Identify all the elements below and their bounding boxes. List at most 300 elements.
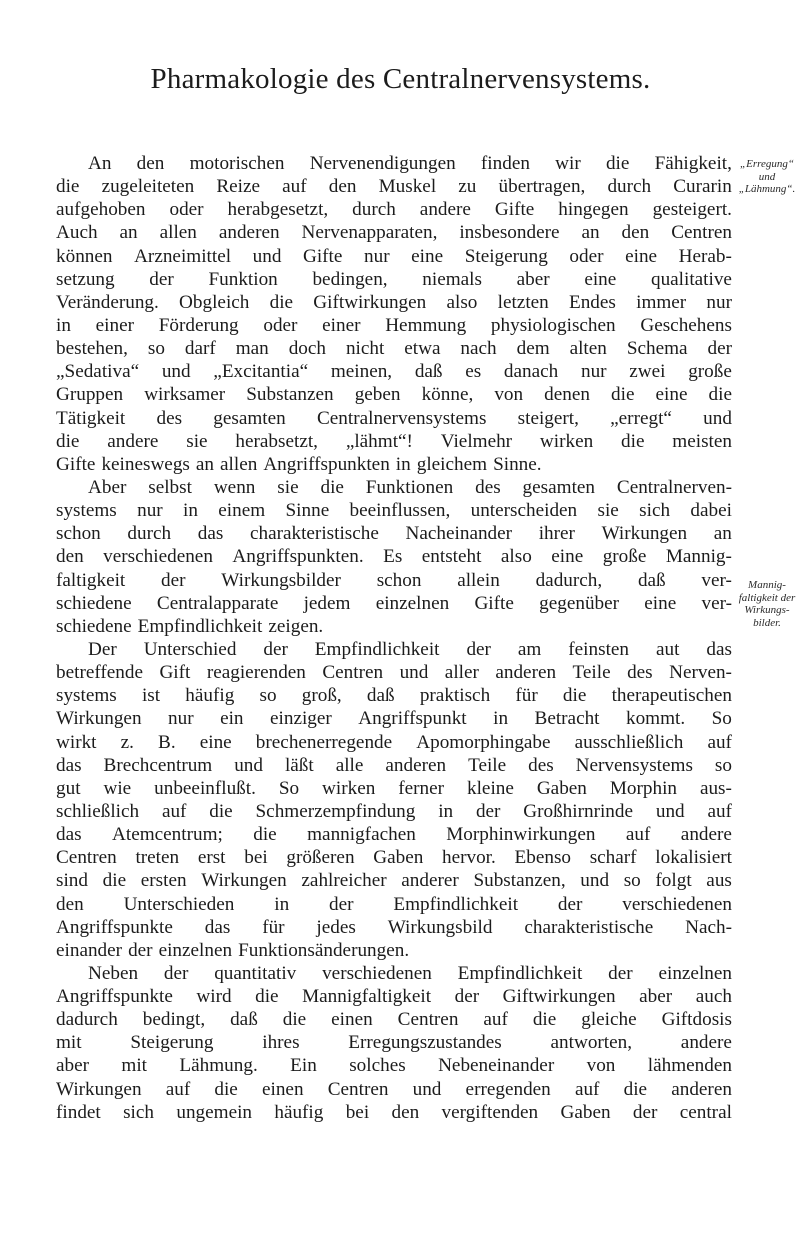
text-line [56, 985, 732, 1008]
word: charakteristische [524, 916, 654, 938]
word: aut [655, 638, 680, 660]
word: der [149, 268, 174, 290]
word: der [263, 638, 288, 660]
margin-note-line: faltigkeit der [738, 591, 796, 604]
word: Empfindlichkeit [314, 638, 440, 660]
word: jedem [303, 592, 351, 614]
word: Empfindlichkeit [393, 893, 519, 915]
word: anderen [495, 662, 557, 684]
word: die [623, 1078, 648, 1100]
text-line [56, 1031, 732, 1054]
word: nur [137, 500, 163, 522]
word: betreffende [56, 662, 143, 684]
word: einziger [270, 708, 332, 730]
text-line [56, 800, 732, 823]
text-line [56, 569, 732, 592]
word: gleichem [416, 453, 488, 475]
word: könne, [421, 384, 474, 406]
word: Gaben [560, 1101, 611, 1123]
word: ungemein [176, 1101, 253, 1123]
text-line [56, 869, 732, 892]
word: allein [457, 569, 500, 591]
word: an [713, 523, 732, 545]
text-line [56, 661, 732, 684]
word: in [56, 314, 71, 336]
word: Tätigkeit [56, 407, 126, 429]
word: die [56, 430, 80, 452]
word: so [623, 870, 641, 892]
word: ausschließlich [574, 731, 684, 753]
word: eine [644, 592, 677, 614]
word: Morphinwirkungen [446, 824, 596, 846]
word: gleiche [581, 1009, 637, 1031]
word: daß [637, 569, 666, 591]
word: niemals [422, 268, 482, 290]
word: eine [199, 731, 232, 753]
text-line [56, 175, 732, 198]
text-line [56, 638, 732, 661]
word: der [329, 893, 354, 915]
word: denen [544, 384, 590, 406]
word: Fähigkeit, [654, 153, 732, 174]
word: Gaben [536, 777, 587, 799]
word: therapeutischen [611, 685, 732, 707]
word: Gifte [56, 453, 96, 475]
word: Angriffspunkten. [232, 546, 364, 568]
word: des [528, 754, 554, 776]
word: letzten [497, 291, 549, 313]
word: einander [56, 939, 123, 961]
word: Giftdosis [661, 1009, 732, 1031]
word: Wirkungen [601, 523, 688, 545]
word: die [282, 1009, 307, 1031]
word: aus- [699, 777, 732, 799]
word: große [688, 361, 732, 383]
word: auf [707, 800, 732, 822]
word: meinen, [330, 361, 393, 383]
word: die [255, 986, 279, 1008]
word: darf [184, 338, 216, 360]
word: Förderung [158, 314, 239, 336]
word: Centren [397, 1009, 459, 1031]
word: Großhirnrinde [523, 800, 634, 822]
word: lähmenden [647, 1055, 732, 1077]
word: eine [584, 268, 617, 290]
word: für [262, 916, 285, 938]
word: die [214, 1078, 238, 1100]
word: anderen [671, 1078, 732, 1100]
word: Centren [327, 1078, 389, 1100]
word: Der [88, 638, 117, 660]
word: antworten, [550, 1032, 633, 1054]
word: Wirkungen [201, 870, 287, 892]
word: einzelnen [658, 962, 732, 984]
word: zwei [629, 361, 666, 383]
word: auf [625, 824, 651, 846]
word: nur [706, 291, 732, 313]
word: setzung [56, 268, 115, 290]
word: so [259, 685, 277, 707]
word: systems [56, 685, 117, 707]
word: „erregt“ [610, 407, 672, 429]
word: einer [95, 314, 134, 336]
word: erregenden [465, 1078, 551, 1100]
page-title: Pharmakologie des Centralnervensystems. [150, 63, 651, 95]
word: lokalisiert [655, 847, 732, 869]
word: geben [354, 384, 401, 406]
word: Substanzen, [473, 870, 566, 892]
word: Es [383, 546, 403, 568]
word: wirksamer [144, 384, 226, 406]
word: central [679, 1101, 732, 1123]
word: Betracht [534, 708, 600, 730]
word: wirken [539, 430, 594, 452]
word: können [56, 245, 113, 267]
word: schon [376, 569, 422, 591]
word: die [209, 800, 233, 822]
text-line [56, 893, 732, 916]
word: also [446, 291, 478, 313]
word: erst [197, 847, 226, 869]
text-line [56, 407, 732, 430]
word: steigert, [517, 407, 579, 429]
text-line [56, 684, 732, 707]
text-line [56, 823, 732, 846]
word: den [56, 546, 84, 568]
word: wird [196, 986, 232, 1008]
word: es [465, 361, 482, 383]
word: in [395, 453, 411, 475]
word: „lähmt“! [345, 430, 413, 452]
word: Curarin [673, 176, 732, 198]
word: eine [551, 546, 584, 568]
word: Auch [56, 222, 98, 244]
word: Gifte [474, 592, 514, 614]
word: Mannig- [665, 546, 732, 568]
text-line [56, 268, 732, 291]
word: durch [352, 199, 396, 221]
word: Reize [216, 176, 261, 198]
word: allen [159, 222, 197, 244]
word: und [655, 800, 685, 822]
word: das [197, 523, 224, 545]
text-line [56, 707, 732, 730]
word: oder [263, 314, 298, 336]
word: das [56, 824, 82, 846]
word: auf [282, 176, 307, 198]
word: Nebeneinander [438, 1055, 555, 1077]
word: feinsten [568, 638, 630, 660]
word: Morphin [609, 777, 677, 799]
word: eine [625, 245, 658, 267]
word: beeinflussen, [349, 500, 451, 522]
word: mit [56, 1032, 82, 1054]
word: systems [56, 500, 117, 522]
word: andere [680, 1032, 732, 1054]
word: schließlich [56, 800, 140, 822]
word: finden [480, 153, 530, 174]
word: den [391, 1101, 420, 1123]
word: Teile [572, 662, 611, 684]
word: anderer [401, 870, 459, 892]
text-line [56, 198, 732, 221]
text-line [56, 846, 732, 869]
margin-note-mannigfaltigkeit [734, 579, 800, 629]
word: aller [444, 662, 479, 684]
text-line [56, 152, 732, 175]
word: faltigkeit [56, 569, 126, 591]
word: sie [277, 476, 299, 498]
word: die [621, 430, 645, 452]
margin-note-erregung-laehmung [734, 158, 800, 196]
word: hingegen [558, 199, 629, 221]
word: die [253, 824, 277, 846]
word: auf [483, 1009, 508, 1031]
word: Gifte [494, 199, 535, 221]
word: bei [345, 1101, 370, 1123]
word: verschiedenen [322, 962, 432, 984]
word: die [708, 384, 732, 406]
word: einen [331, 1009, 373, 1031]
word: der [608, 962, 633, 984]
word: Nervenapparaten, [301, 222, 438, 244]
word: der [466, 638, 491, 660]
word: ist [141, 685, 161, 707]
word: jedes [316, 916, 356, 938]
word: in [493, 708, 509, 730]
text-line [56, 754, 732, 777]
word: so [714, 754, 732, 776]
word: Gruppen [56, 384, 124, 406]
word: Muskel [378, 176, 437, 198]
text-line [56, 453, 732, 476]
word: der [557, 893, 583, 915]
word: Wirkungen [56, 1078, 142, 1100]
text-line [56, 777, 732, 800]
word: bei [244, 847, 268, 869]
word: zu [458, 176, 477, 198]
word: mit [121, 1055, 148, 1077]
word: Teile [468, 754, 507, 776]
text-line [56, 962, 732, 985]
word: und [703, 407, 732, 429]
word: zeigen. [268, 615, 324, 637]
word: findet [56, 1101, 101, 1123]
word: wirken [322, 777, 376, 799]
word: Funktionsänderungen. [238, 939, 410, 961]
word: ihres [262, 1032, 300, 1054]
text-line [56, 592, 732, 615]
word: Wirkungsbilder [221, 569, 341, 591]
word: herabsetzt, [235, 430, 318, 452]
word: und [252, 245, 282, 267]
word: nach [460, 338, 497, 360]
word: Nervenendigungen [309, 153, 456, 174]
word: eine [411, 245, 444, 267]
word: ein [220, 708, 244, 730]
word: verschiedenen [622, 893, 732, 915]
word: aber [639, 986, 673, 1008]
word: so [147, 338, 165, 360]
word: physiologischen [490, 314, 616, 336]
text-line [56, 314, 732, 337]
word: von [586, 1055, 616, 1077]
word: den [328, 176, 357, 198]
word: etwa [404, 338, 441, 360]
word: sich [639, 500, 671, 522]
word: danach [503, 361, 559, 383]
margin-note-line: bilder. [753, 616, 781, 629]
word: auf [165, 1078, 191, 1100]
word: die [605, 153, 630, 174]
word: kommt. [625, 708, 686, 730]
word: das [56, 754, 82, 776]
text-line [56, 221, 732, 244]
text-line [56, 1101, 732, 1124]
text-line [56, 337, 732, 360]
word: die [102, 870, 127, 892]
word: entsteht [421, 546, 482, 568]
word: treten [135, 847, 180, 869]
word: größeren [286, 847, 355, 869]
word: der [161, 569, 186, 591]
word: Nervensystems [575, 754, 693, 776]
word: aber [56, 1055, 90, 1077]
word: für [515, 685, 538, 707]
text-line [56, 1054, 732, 1077]
word: auf [574, 1078, 600, 1100]
word: So [278, 777, 300, 799]
word: den [621, 222, 650, 244]
word: z. [120, 731, 134, 753]
word: auch [695, 986, 732, 1008]
text-line [56, 360, 732, 383]
word: Vielmehr [440, 430, 513, 452]
word: charakteristische [249, 523, 379, 545]
text-line [56, 430, 732, 453]
text-line [56, 1008, 732, 1031]
word: gegenüber [539, 592, 620, 614]
word: Empfindlichkeit [137, 615, 263, 637]
word: gesteigert. [652, 199, 732, 221]
word: Sinne [285, 500, 330, 522]
word: der [475, 800, 501, 822]
word: „Sedativa“ [56, 361, 140, 383]
word: sind [56, 870, 88, 892]
word: doch [288, 338, 326, 360]
word: Angriffspunkte [56, 916, 173, 938]
word: reagierenden [206, 662, 306, 684]
word: unbeeinflußt. [154, 777, 256, 799]
word: sie [186, 430, 208, 452]
word: wir [555, 153, 581, 174]
word: man [235, 338, 269, 360]
word: der [128, 939, 153, 961]
word: nur [168, 708, 194, 730]
word: Arzneimittel [134, 245, 232, 267]
word: Centren [322, 662, 384, 684]
word: Brechcentrum [103, 754, 213, 776]
text-line [56, 291, 732, 314]
word: bedingen, [312, 268, 388, 290]
word: bedingt, [142, 1009, 206, 1031]
word: Substanzen [246, 384, 334, 406]
word: schiedene [56, 615, 132, 637]
text-line [56, 545, 732, 568]
text-line [56, 615, 732, 638]
word: einen [261, 1078, 304, 1100]
word: das [706, 638, 732, 660]
word: und [399, 662, 429, 684]
text-line [56, 916, 732, 939]
word: Funktionen [365, 476, 454, 498]
word: Centralnerven- [616, 476, 732, 498]
word: dadurch [56, 1009, 118, 1031]
word: des [156, 407, 183, 429]
word: kleine [467, 777, 514, 799]
text-line [56, 383, 732, 406]
word: durch [127, 523, 172, 545]
word: die [320, 476, 344, 498]
word: anderen [385, 754, 447, 776]
word: vergiftenden [441, 1101, 539, 1123]
word: Nacheinander [405, 523, 513, 545]
word: keineswegs [101, 453, 190, 475]
word: den [56, 893, 84, 915]
word: übertragen, [498, 176, 586, 198]
word: So [711, 708, 732, 730]
text-line [56, 731, 732, 754]
word: gesamten [522, 476, 596, 498]
word: Hemmung [385, 314, 467, 336]
word: gut [56, 777, 81, 799]
word: Steigerung [464, 245, 548, 267]
word: die [269, 291, 294, 313]
word: motorischen [189, 153, 285, 174]
text-line [56, 499, 732, 522]
word: oder [569, 245, 604, 267]
word: Gift [159, 662, 191, 684]
word: Steigerung [130, 1032, 214, 1054]
word: Mannigfaltigkeit [302, 986, 432, 1008]
word: schiedene [56, 592, 132, 614]
word: von [494, 384, 524, 406]
word: sich [123, 1101, 155, 1123]
word: Centralnervensystems [316, 407, 487, 429]
word: alle [335, 754, 364, 776]
word: Veränderung. [56, 291, 159, 313]
word: der [632, 1101, 658, 1123]
word: dadurch, [535, 569, 603, 591]
word: zahlreicher [301, 870, 387, 892]
word: ersten [140, 870, 187, 892]
word: Erregungszustandes [348, 1032, 502, 1054]
word: Schema [626, 338, 688, 360]
word: einer [322, 314, 361, 336]
word: nur [364, 245, 390, 267]
text-line [56, 1078, 732, 1101]
margin-note-line: Wirkungs- [744, 604, 790, 616]
text-line [56, 476, 732, 499]
word: Neben [88, 962, 139, 984]
word: in [274, 893, 290, 915]
word: Ein [290, 1055, 317, 1077]
word: alten [569, 338, 607, 360]
word: quantitativ [214, 962, 297, 984]
word: Aber [88, 476, 127, 498]
word: ver- [701, 592, 732, 614]
word: selbst [148, 476, 192, 498]
